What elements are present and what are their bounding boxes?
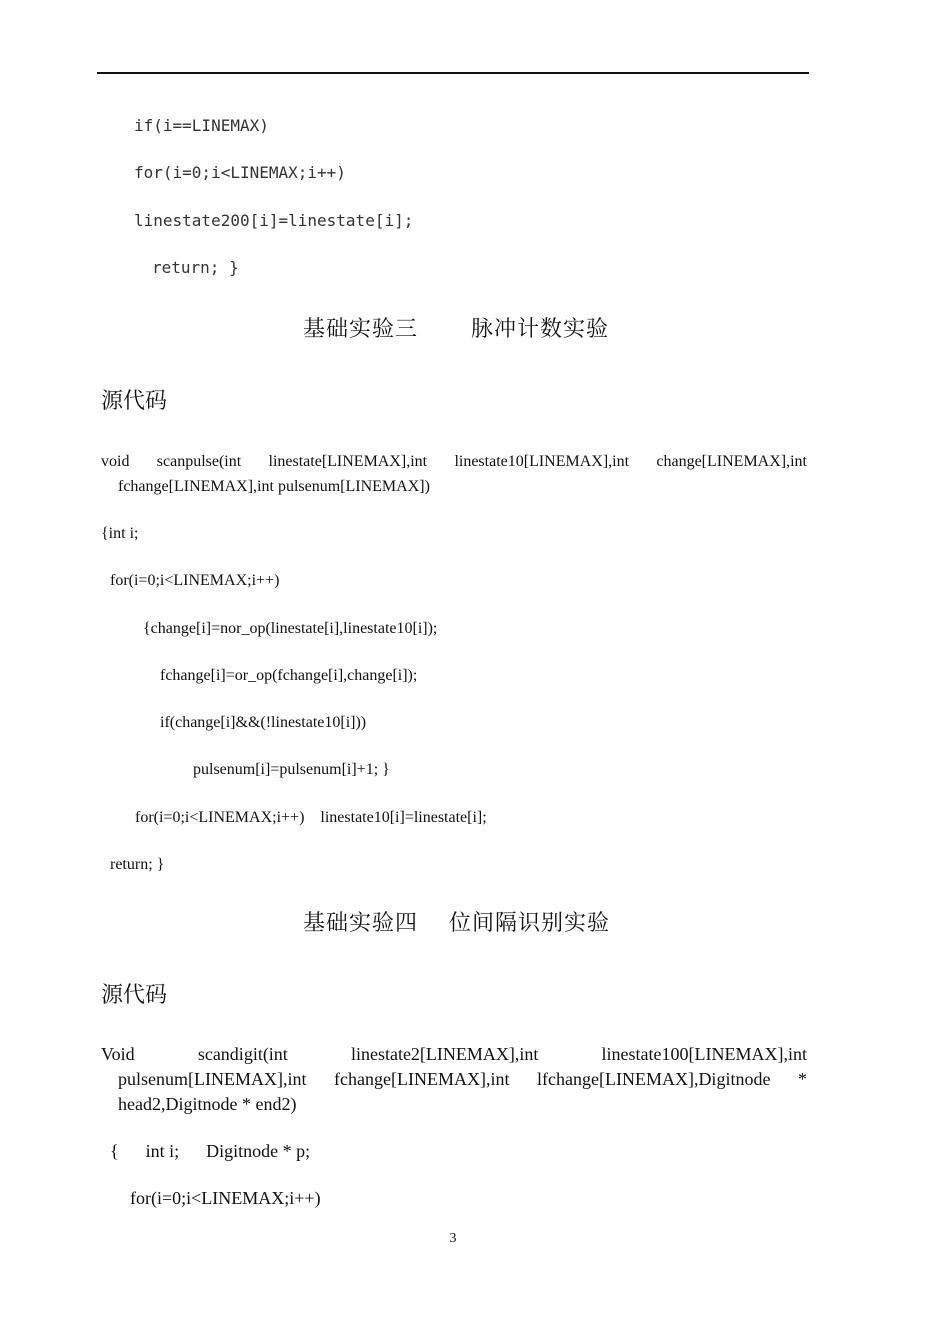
section3-signature-line2: fchange[LINEMAX],int pulsenum[LINEMAX]) [118,478,430,495]
code-line: for(i=0;i<LINEMAX;i++) linestate10[i]=linestate[i]; [135,809,487,826]
sig-token: linestate100[LINEMAX],int [601,1044,807,1064]
section3-signature-line1 [101,453,807,471]
code-line: {change[i]=nor_op(linestate[i],linestate10[i]); [143,620,438,637]
sig-token: change[LINEMAX],int [656,453,807,470]
code-line: if(change[i]&&(!linestate10[i])) [160,714,367,731]
section4-source-label: 源代码 [101,983,168,1008]
sig-token: linestate2[LINEMAX],int [350,1044,539,1064]
code-line: for(i=0;i<LINEMAX;i++) [110,572,280,589]
sig-token: void [101,453,130,470]
section4-title-a: 基础实验四 [303,911,419,936]
section4-signature-line1 [101,1044,807,1065]
sig-token: * [797,1069,807,1089]
sig-token: lfchange[LINEMAX],Digitnode [537,1069,771,1089]
header-rule [97,72,809,74]
code-line: return; } [110,856,165,873]
code-line: linestate200[i]=linestate[i]; [134,211,414,230]
sig-token: scanpulse(int [156,453,242,470]
page-number: 3 [449,1231,457,1246]
sig-token: linestate10[LINEMAX],int [454,453,630,470]
code-line: {int i; [101,525,139,542]
section3-source-label: 源代码 [101,389,168,414]
code-line: fchange[i]=or_op(fchange[i],change[i]); [160,667,418,684]
code-line: for(i=0;i<LINEMAX;i++) [134,163,346,182]
section3-title-b: 脉冲计数实验 [471,317,610,342]
code-line: { int i; Digitnode * p; [110,1141,311,1161]
section4-signature-line3: head2,Digitnode * end2) [118,1094,297,1114]
sig-token: fchange[LINEMAX],int [334,1069,510,1089]
sig-token: pulsenum[LINEMAX],int [118,1069,307,1089]
code-line: return; } [152,258,239,277]
sig-token: Void [101,1044,135,1064]
sig-token: scandigit(int [197,1044,288,1064]
section4-signature-line2 [118,1069,807,1090]
code-line: for(i=0;i<LINEMAX;i++) [130,1188,321,1208]
section3-title-a: 基础实验三 [303,317,419,342]
code-line: pulsenum[i]=pulsenum[i]+1; } [193,761,390,778]
code-line: if(i==LINEMAX) [134,116,269,135]
section4-title-b: 位间隔识别实验 [449,911,611,936]
sig-token: linestate[LINEMAX],int [268,453,428,470]
